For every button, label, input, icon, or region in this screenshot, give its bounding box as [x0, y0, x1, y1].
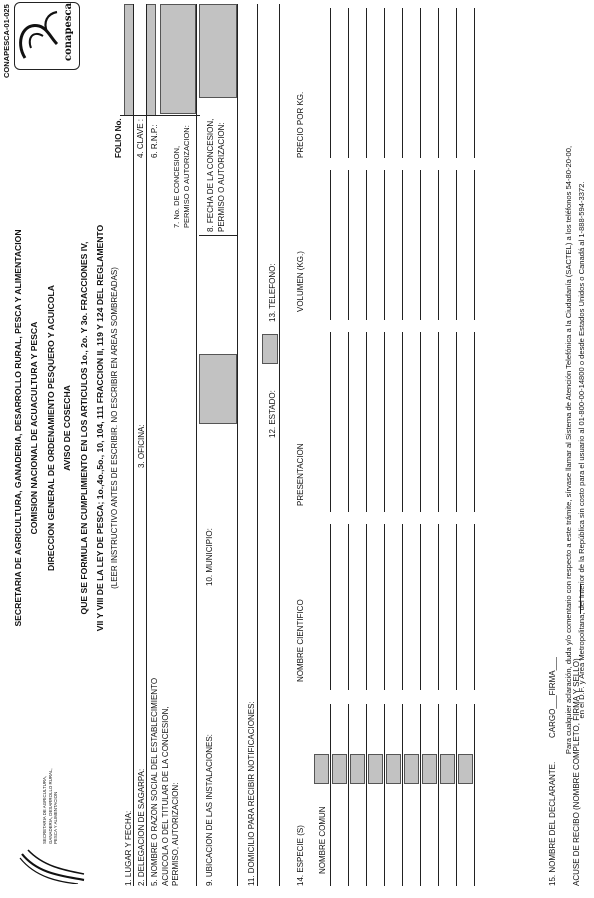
- nombre-cientifico-header: NOMBRE CIENTIFICO: [296, 599, 305, 682]
- conapesca-fish-icon: [17, 6, 63, 66]
- species-row-shaded-cell: [458, 754, 473, 784]
- header-line3: DIRECCION GENERAL DE ORDENAMIENTO PESQUERO Y ACUICOLA: [45, 285, 56, 572]
- header-line2: COMISION NACIONAL DE ACUACULTURA Y PESCA: [29, 321, 40, 535]
- sagarpa-logo-line2: GANADERIA, DESARROLLO RURAL,: [47, 768, 53, 844]
- header-line6: VII Y VIII DE LA LEY DE PESCA; 1o.,4o.,5o., 10, 104, 111 FRACCION II, 119 Y 124 DEL REGLAMENTO: [95, 224, 106, 632]
- especie-label: 14. ESPECIE (S): [296, 825, 305, 886]
- estado-line: [279, 4, 280, 886]
- rnp-field: [160, 4, 196, 114]
- species-row-line: [348, 8, 349, 158]
- species-row-line: [474, 524, 475, 690]
- species-row-shaded-cell: [422, 754, 437, 784]
- header-line1: SECRETARIA DE AGRICULTURA, GANADERIA, DESARROLLO RURAL, PESCA Y ALIMENTACION: [13, 229, 23, 627]
- domicilio-line: [257, 4, 258, 886]
- species-row-line: [456, 332, 457, 512]
- species-row-line: [366, 8, 367, 158]
- species-row-line: [456, 704, 457, 886]
- ubicacion-label: 9. UBICACION DE LAS INSTALACIONES:: [205, 734, 214, 886]
- species-row-line: [330, 8, 331, 158]
- species-row-line: [366, 170, 367, 320]
- cargo-firma-label: CARGO___FIRMA___: [548, 657, 557, 738]
- nombre-razon-label-3: PERMISO, AUTORIZACION:: [171, 782, 180, 886]
- species-row-line: [438, 704, 439, 886]
- species-row-line: [330, 524, 331, 690]
- species-row-line: [330, 170, 331, 320]
- species-row-line: [438, 170, 439, 320]
- no-concesion-label-1: 7. No. DE CONCESION,: [172, 145, 181, 228]
- species-row-line: [348, 332, 349, 512]
- nombre-comun-header: NOMBRE COMUN: [318, 806, 327, 874]
- species-row-line: [420, 704, 421, 886]
- rnp-label: 6. R.N.P.:: [150, 124, 159, 158]
- species-row-line: [456, 524, 457, 690]
- species-row-shaded-cell: [440, 754, 455, 784]
- species-row-line: [348, 524, 349, 690]
- species-row-shaded-cell: [350, 754, 365, 784]
- declarante-label: 15. NOMBRE DEL DECLARANTE.: [548, 761, 557, 886]
- species-row-line: [384, 8, 385, 158]
- species-row-line: [456, 170, 457, 320]
- sagarpa-emblem-icon: [18, 848, 88, 884]
- species-row-line: [474, 8, 475, 158]
- acuse-label: ACUSE DE RECIBO (NOMBRE COMPLETO, FIRMA Y SELLO): [572, 658, 581, 886]
- species-row-line: [366, 332, 367, 512]
- species-row-line: [438, 8, 439, 158]
- fecha-concesion-block: [205, 119, 227, 232]
- species-row-line: [348, 170, 349, 320]
- header-block: [10, 208, 108, 648]
- telefono-label: 13. TELEFONO:: [268, 263, 277, 322]
- species-row-line: [384, 704, 385, 886]
- oficina-label: 3. OFICINA:: [137, 424, 146, 468]
- species-row-line: [384, 332, 385, 512]
- lugar-fecha-label: 1. LUGAR Y FECHA:: [124, 810, 133, 886]
- volumen-header: VOLUMEN (KG.): [296, 251, 305, 312]
- species-row-line: [402, 524, 403, 690]
- estado-label: 12. ESTADO:: [268, 390, 277, 438]
- species-row-line: [474, 170, 475, 320]
- clave-label: 4. CLAVE :: [136, 119, 145, 158]
- clave-field: [146, 4, 156, 116]
- header-line7: (LEER INSTRUCTIVO ANTES DE ESCRIBIR. NO ESCRIBIR EN AREAS SOMBREADAS): [110, 267, 119, 589]
- sagarpa-logo: [18, 768, 88, 884]
- header-line4: AVISO DE COSECHA: [62, 385, 73, 471]
- presentacion-header: PRESENTACION: [296, 443, 305, 506]
- species-row-line: [420, 332, 421, 512]
- sagarpa-logo-line3: PESCA Y ALIMENTACION: [53, 791, 58, 844]
- form-code: CONAPESCA-01-025: [2, 4, 11, 78]
- estado-shaded-field: [262, 334, 278, 364]
- species-row-line: [402, 332, 403, 512]
- species-row-line: [402, 8, 403, 158]
- species-row-line: [384, 524, 385, 690]
- nombre-razon-block: [150, 678, 182, 886]
- lugar-fecha-line: [133, 160, 134, 886]
- species-row-line: [474, 704, 475, 886]
- municipio-shaded-field: [199, 354, 237, 424]
- footer-line1: Para cualquier aclaración, duda y/o comentario con respecto a este trámite, sírvase llamar al Sistema de Atención Telefónica a la Ciudadanía (SACTEL) a los teléfonos 54-80-20-00,: [564, 145, 573, 755]
- domicilio-label: 11. DOMICILIO PARA RECIBIR NOTIFICACIONES:: [247, 701, 256, 886]
- species-row-line: [420, 170, 421, 320]
- species-row-shaded-cell: [386, 754, 401, 784]
- precio-header: PRECIO POR KG.: [296, 91, 305, 158]
- municipio-label: 10. MUNICIPIO:: [205, 528, 214, 586]
- fecha-concesion-label-1: 8. FECHA DE LA CONCESION,: [206, 118, 215, 232]
- nombre-razon-line: [196, 233, 197, 886]
- nombre-razon-label-2: ACUICOLA O DEL TITULAR DE LA CONCESION,: [160, 706, 170, 886]
- species-row-shaded-cell: [314, 754, 329, 784]
- species-row-line: [402, 170, 403, 320]
- species-row-line: [330, 704, 331, 886]
- nombre-razon-label-1: 5. NOMBRE O RAZON SOCIAL DEL ESTABLECIMIENTO: [150, 677, 159, 886]
- species-row-line: [420, 524, 421, 690]
- footer-line2: en el D.F. y Area Metropolitana, del Interior de la República sin costo para el usuario al 01-800-00-14800 o desde Estados Unidos o Canadá al 1-888-594-3372.: [577, 181, 586, 719]
- header-line5: QUE SE FORMULA EN CUMPLIMIENTO EN LOS ARTICULOS 1o., 2o. Y 3o. FRACCIONES IV,: [78, 241, 89, 615]
- conapesca-logo: [14, 2, 80, 70]
- species-row-line: [456, 8, 457, 158]
- no-concesion-label-2: PERMISO O AUTORIZACION:: [182, 125, 191, 228]
- species-row-shaded-cell: [332, 754, 347, 784]
- conapesca-logo-text: conapesca: [63, 2, 74, 61]
- species-row-line: [384, 170, 385, 320]
- species-row-line: [366, 704, 367, 886]
- footer: [562, 10, 588, 890]
- fecha-concesion-field: [199, 4, 237, 98]
- sagarpa-logo-line1: SECRETARIA DE AGRICULTURA,: [42, 775, 47, 844]
- species-row-line: [402, 704, 403, 886]
- species-row-line: [366, 524, 367, 690]
- delegacion-label: 2. DELEGACION DE SAGARPA:: [137, 768, 146, 886]
- ubicacion-line: [237, 4, 238, 886]
- species-row-line: [330, 332, 331, 512]
- delegacion-line: [146, 160, 147, 886]
- folio-label: FOLIO No.: [114, 118, 123, 158]
- species-row-line: [438, 332, 439, 512]
- species-row-line: [438, 524, 439, 690]
- species-row-line: [420, 8, 421, 158]
- species-row-line: [348, 704, 349, 886]
- fecha-concesion-label-2: PERMISO O AUTORIZACION:: [217, 122, 226, 232]
- species-row-shaded-cell: [404, 754, 419, 784]
- species-row-shaded-cell: [368, 754, 383, 784]
- species-row-line: [474, 332, 475, 512]
